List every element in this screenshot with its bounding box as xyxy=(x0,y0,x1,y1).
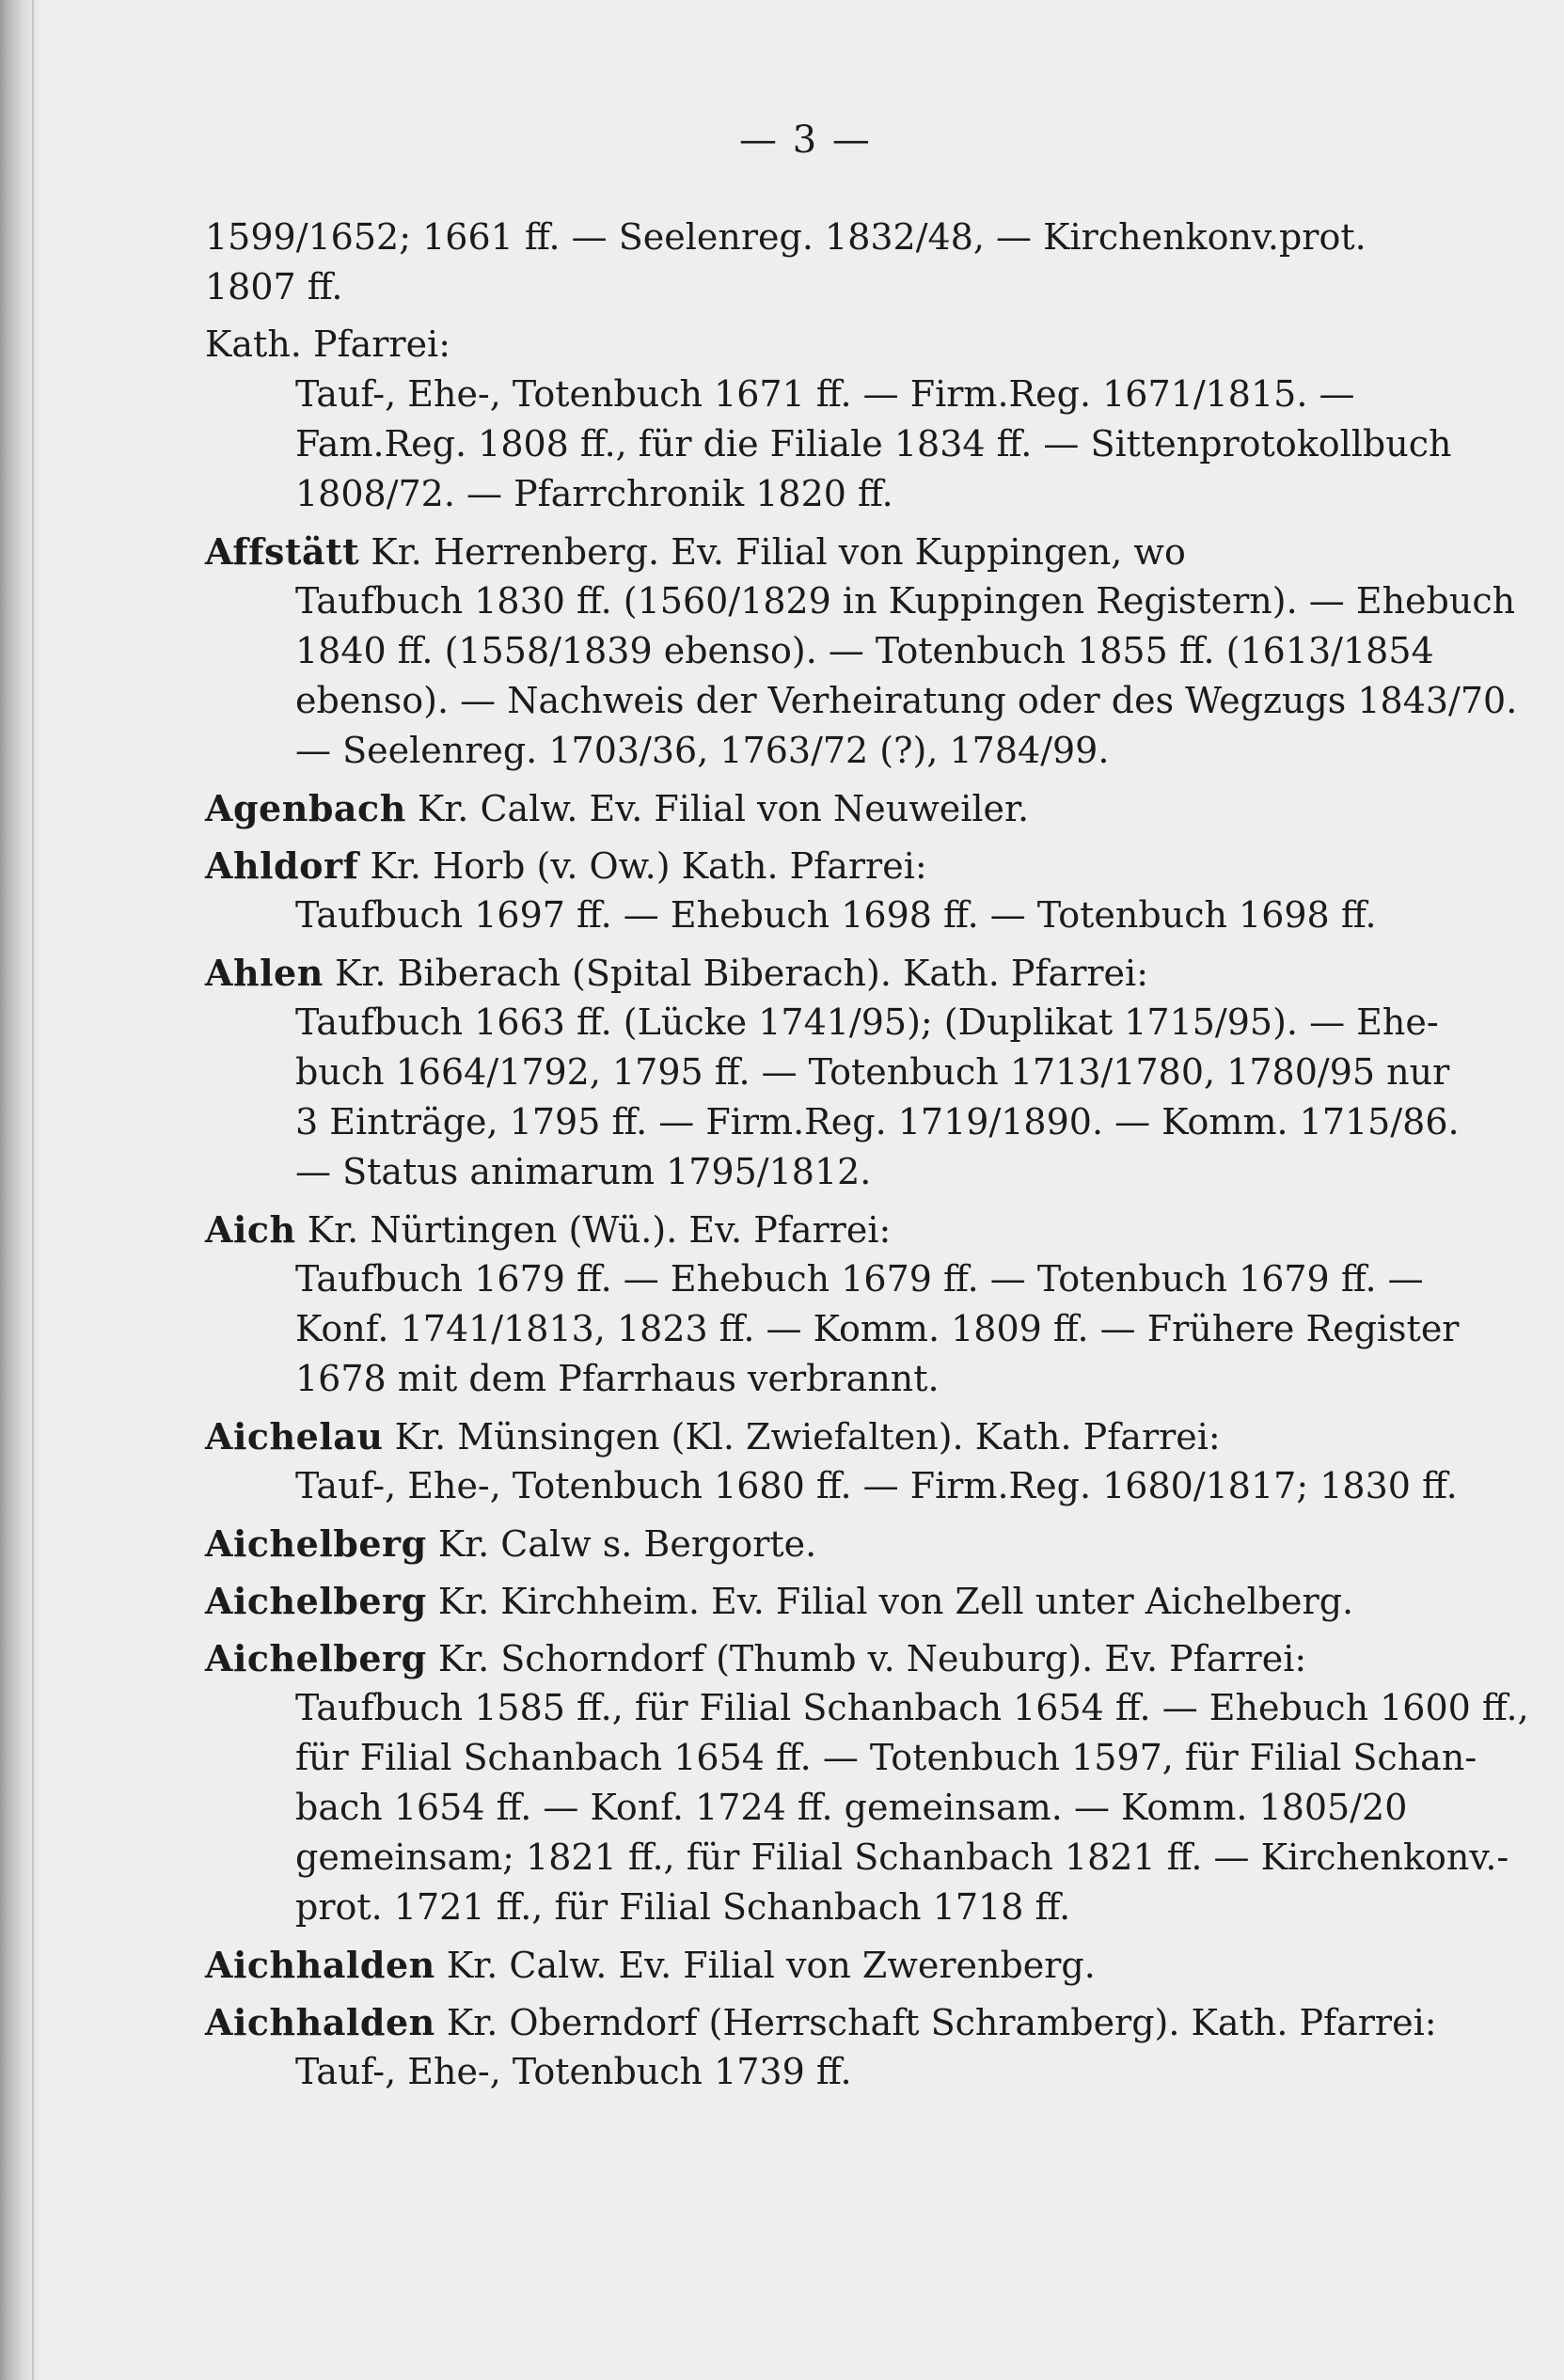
parish-label: Kath. Pfarrei: xyxy=(205,323,451,365)
entry-aichhalden-oberndorf xyxy=(205,1997,1437,2097)
text-line: Taufbuch 1679 ff. — Ehebuch 1679 ff. — Totenbuch 1679 ff. — xyxy=(295,1258,1424,1300)
entry-place: Aich xyxy=(205,1208,296,1251)
text-line: Tauf-, Ehe-, Totenbuch 1739 ff. xyxy=(295,2051,852,2092)
entry-agenbach xyxy=(205,783,1409,833)
entry-description: Kr. Calw. Ev. Filial von Zwerenberg. xyxy=(446,1945,1096,1986)
text-line: Tauf-, Ehe-, Totenbuch 1671 ff. — Firm.Reg. 1671/1815. — xyxy=(295,373,1355,415)
entry-aichelberg-kirchheim xyxy=(205,1576,1409,1626)
parish-block xyxy=(205,320,1452,519)
text-line: prot. 1721 ff., für Filial Schanbach 1718 ff. xyxy=(295,1886,1071,1928)
text-line: 1599/1652; 1661 ff. — Seelenreg. 1832/48, — Kirchenkonv.prot. xyxy=(205,216,1367,258)
text-line: — Seelenreg. 1703/36, 1763/72 (?), 1784/99. xyxy=(295,730,1110,771)
page-content xyxy=(205,213,1529,2097)
entry-place: Aichelberg xyxy=(205,1637,427,1679)
entry-place: Agenbach xyxy=(205,787,406,829)
entry-aichelau xyxy=(205,1411,1458,1511)
text-line: gemeinsam; 1821 ff., für Filial Schanbach 1821 ff. — Kirchenkonv.- xyxy=(295,1836,1509,1878)
entry-description: Kr. Nürtingen (Wü.). Ev. Pfarrei: xyxy=(307,1209,892,1251)
entry-place: Aichhalden xyxy=(205,2001,435,2043)
entry-description: Kr. Schorndorf (Thumb v. Neuburg). Ev. Pfarrei: xyxy=(437,1638,1307,1679)
text-line: Taufbuch 1585 ff., für Filial Schanbach 1654 ff. — Ehebuch 1600 ff., xyxy=(295,1687,1529,1728)
entry-description: Kr. Oberndorf (Herrschaft Schramberg). Kath. Pfarrei: xyxy=(446,2002,1437,2043)
page-number: — 3 — xyxy=(739,118,872,162)
entry-place: Ahlen xyxy=(205,952,324,994)
text-line: 1808/72. — Pfarrchronik 1820 ff. xyxy=(295,473,893,514)
text-line: bach 1654 ff. — Konf. 1724 ff. gemeinsam. — Komm. 1805/20 xyxy=(295,1787,1408,1828)
entry-description: Kr. Horb (v. Ow.) Kath. Pfarrei: xyxy=(370,845,927,887)
text-line: — Status animarum 1795/1812. xyxy=(295,1151,872,1192)
entry-place: Affstätt xyxy=(205,530,360,573)
text-line: Fam.Reg. 1808 ff., für die Filiale 1834 ff. — Sittenprotokollbuch xyxy=(295,423,1452,465)
entry-place: Aichelau xyxy=(205,1415,384,1458)
text-line: 3 Einträge, 1795 ff. — Firm.Reg. 1719/1890. — Komm. 1715/86. xyxy=(295,1101,1460,1143)
entry-affstaett xyxy=(205,527,1518,776)
text-line: Taufbuch 1663 ff. (Lücke 1741/95); (Duplikat 1715/95). — Ehe- xyxy=(295,1001,1439,1043)
entry-place: Ahldorf xyxy=(205,844,359,887)
text-line: 1807 ff. xyxy=(205,266,343,307)
entry-description: Kr. Kirchheim. Ev. Filial von Zell unter Aichelberg. xyxy=(437,1581,1354,1622)
text-line: Taufbuch 1697 ff. — Ehebuch 1698 ff. — Totenbuch 1698 ff. xyxy=(295,894,1377,936)
binding-line xyxy=(32,0,34,2380)
entry-description: Kr. Biberach (Spital Biberach). Kath. Pfarrei: xyxy=(334,953,1148,994)
text-line: für Filial Schanbach 1654 ff. — Totenbuch 1597, für Filial Schan- xyxy=(295,1737,1477,1778)
text-line: Taufbuch 1830 ff. (1560/1829 in Kuppingen Registern). — Ehebuch xyxy=(295,580,1516,622)
entry-place: Aichelberg xyxy=(205,1580,427,1622)
entry-aichelberg-calw xyxy=(205,1519,1409,1568)
entry-aich xyxy=(205,1205,1460,1404)
entry-place: Aichelberg xyxy=(205,1522,427,1565)
text-line: 1678 mit dem Pfarrhaus verbrannt. xyxy=(295,1358,940,1399)
text-line: ebenso). — Nachweis der Verheiratung oder des Wegzugs 1843/70. xyxy=(295,680,1518,721)
text-line: 1840 ff. (1558/1839 ebenso). — Totenbuch 1855 ff. (1613/1854 xyxy=(295,630,1434,671)
entry-description: Kr. Münsingen (Kl. Zwiefalten). Kath. Pfarrei: xyxy=(394,1416,1221,1458)
entry-description: Kr. Calw s. Bergorte. xyxy=(437,1523,817,1565)
text-line: buch 1664/1792, 1795 ff. — Totenbuch 1713/1780, 1780/95 nur xyxy=(295,1051,1450,1093)
text-line: Tauf-, Ehe-, Totenbuch 1680 ff. — Firm.Reg. 1680/1817; 1830 ff. xyxy=(295,1465,1458,1506)
entry-description: Kr. Herrenberg. Ev. Filial von Kuppingen, wo xyxy=(371,531,1186,573)
entry-ahldorf xyxy=(205,841,1409,940)
text-line: Konf. 1741/1813, 1823 ff. — Komm. 1809 ff. — Frühere Register xyxy=(295,1308,1460,1349)
entry-aichhalden-calw xyxy=(205,1940,1409,1990)
entry-description: Kr. Calw. Ev. Filial von Neuweiler. xyxy=(417,788,1030,829)
entry-aichelberg-schorndorf xyxy=(205,1633,1529,1932)
entry-place: Aichhalden xyxy=(205,1944,435,1986)
continuation-block xyxy=(205,213,1409,312)
entry-ahlen xyxy=(205,948,1460,1197)
